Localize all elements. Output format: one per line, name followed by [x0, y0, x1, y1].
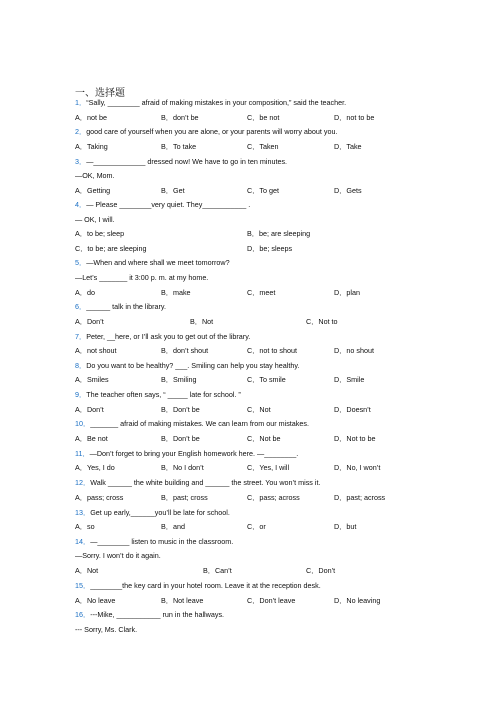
option-a[interactable]: A．not be [75, 113, 107, 122]
option-b[interactable]: B．Not leave [161, 596, 204, 605]
question-text: Do you want to be healthy? ___. Smiling can help you stay healthy. [86, 361, 300, 370]
question-13 [75, 508, 230, 517]
dialogue-line: —Sorry. I won’t do it again. [75, 551, 161, 560]
question-text: —_____________ dressed now! We have to go in ten minutes. [86, 157, 288, 166]
option-c[interactable]: C．pass; across [247, 493, 300, 502]
question-11 [75, 449, 298, 458]
options-row [75, 113, 415, 122]
option-a[interactable]: A．Not [75, 566, 99, 575]
question-text: The teacher often says, “ _____ late for school. ” [86, 390, 241, 399]
question-number: 15． [75, 581, 91, 590]
option-d[interactable]: D．No, I won’t [334, 463, 381, 472]
option-d[interactable]: D．Take [334, 142, 362, 151]
option-c[interactable]: C．meet [247, 288, 276, 297]
question-number: 8． [75, 361, 87, 370]
options-row [75, 463, 415, 472]
option-b[interactable]: B．Don’t be [161, 405, 200, 414]
option-d[interactable]: D．no shout [334, 346, 374, 355]
option-c[interactable]: C．not to shout [247, 346, 297, 355]
question-text: —When and where shall we meet tomorrow? [86, 258, 230, 267]
options-row [75, 346, 415, 355]
question-12 [75, 478, 320, 487]
question-1 [75, 98, 346, 107]
question-number: 3． [75, 157, 87, 166]
option-d[interactable]: D．Not to be [334, 434, 376, 443]
options-row [75, 434, 415, 443]
question-number: 14． [75, 537, 91, 546]
option-b[interactable]: B．don’t shout [161, 346, 209, 355]
option-b[interactable]: B．don’t be [161, 113, 199, 122]
option-a[interactable]: A．not shout [75, 346, 117, 355]
question-text: ________the key card in your hotel room. Leave it at the reception desk. [90, 581, 321, 590]
option-c[interactable]: C．To smile [247, 375, 286, 384]
option-c[interactable]: C．To get [247, 186, 279, 195]
option-a[interactable]: A．to be; sleep [75, 229, 125, 238]
question-text: ---Mike, ___________ run in the hallways. [90, 610, 225, 619]
option-d[interactable]: D．Doesn’t [334, 405, 371, 414]
option-c[interactable]: C．or [247, 522, 266, 531]
question-10 [75, 419, 309, 428]
question-2 [75, 127, 338, 136]
question-number: 2． [75, 127, 87, 136]
option-a[interactable]: A．do [75, 288, 95, 297]
question-3 [75, 157, 287, 166]
option-a[interactable]: A．pass; cross [75, 493, 124, 502]
option-b[interactable]: B．be; are sleeping [247, 229, 311, 238]
dialogue-line: --- Sorry, Ms. Clark. [75, 625, 138, 634]
dialogue-line: —OK, Mom. [75, 171, 115, 180]
question-number: 12． [75, 478, 91, 487]
option-c[interactable]: C．Yes, I will [247, 463, 290, 472]
option-a[interactable]: A．No leave [75, 596, 116, 605]
option-b[interactable]: B．No I don’t [161, 463, 204, 472]
question-number: 1． [75, 98, 87, 107]
option-a[interactable]: A．Smiles [75, 375, 109, 384]
option-c[interactable]: C．be not [247, 113, 280, 122]
option-c[interactable]: C．Don’t [306, 566, 336, 575]
option-a[interactable]: A．Yes, I do [75, 463, 115, 472]
option-c[interactable]: C．Don’t leave [247, 596, 296, 605]
question-number: 16． [75, 610, 91, 619]
question-text: “Sally, ________ afraid of making mistakes in your composition,” said the teacher. [86, 98, 347, 107]
option-a[interactable]: A．Don’t [75, 405, 104, 414]
question-14 [75, 537, 233, 546]
option-b[interactable]: B．and [161, 522, 185, 531]
options-row [75, 229, 415, 238]
options-row [75, 244, 415, 253]
question-text: good care of yourself when you are alone, or your parents will worry about you. [86, 127, 338, 136]
question-text: Get up early,______you’ll be late for school. [90, 508, 230, 517]
question-number: 10． [75, 419, 91, 428]
option-d[interactable]: D．plan [334, 288, 360, 297]
question-4 [75, 200, 250, 209]
option-b[interactable]: B．Don’t be [161, 434, 200, 443]
question-7 [75, 332, 250, 341]
options-row [75, 375, 415, 384]
question-text: Peter, __here, or I’ll ask you to get out of the library. [86, 332, 251, 341]
option-c[interactable]: C．Not to [306, 317, 338, 326]
option-a[interactable]: A．so [75, 522, 95, 531]
option-b[interactable]: B．make [161, 288, 191, 297]
option-b[interactable]: B．To take [161, 142, 197, 151]
option-a[interactable]: A．Getting [75, 186, 111, 195]
dialogue-line: —Let’s _______ it 3:00 p. m. at my home. [75, 273, 209, 282]
question-5 [75, 258, 230, 267]
question-text: _______ afraid of making mistakes. We can learn from our mistakes. [90, 419, 309, 428]
options-row [75, 522, 415, 531]
option-c[interactable]: C．to be; are sleeping [75, 244, 147, 253]
options-row [75, 405, 415, 414]
question-8 [75, 361, 299, 370]
question-number: 9． [75, 390, 87, 399]
question-number: 13． [75, 508, 91, 517]
option-d[interactable]: D．past; across [334, 493, 386, 502]
option-b[interactable]: B．Smiling [161, 375, 197, 384]
question-number: 7． [75, 332, 87, 341]
question-text: —________ listen to music in the classroom. [90, 537, 234, 546]
option-d[interactable]: D．No leaving [334, 596, 381, 605]
question-text: —Don’t forget to bring your English homework here. —________. [89, 449, 299, 458]
question-number: 4． [75, 200, 87, 209]
option-c[interactable]: C．Not [247, 405, 271, 414]
dialogue-line: — OK, I will. [75, 215, 115, 224]
question-number: 11． [75, 449, 90, 458]
options-row [75, 186, 415, 195]
option-c[interactable]: C．Not be [247, 434, 281, 443]
options-row [75, 142, 415, 151]
option-d[interactable]: D．Gets [334, 186, 362, 195]
question-number: 5． [75, 258, 87, 267]
options-row [75, 288, 415, 297]
option-a[interactable]: A．Be not [75, 434, 108, 443]
question-16 [75, 610, 224, 619]
option-a[interactable]: A．Don’t [75, 317, 104, 326]
question-text: ______ talk in the library. [86, 302, 166, 311]
question-6 [75, 302, 166, 311]
option-d[interactable]: D．not to be [334, 113, 375, 122]
option-d[interactable]: D．Smile [334, 375, 365, 384]
option-d[interactable]: D．be; sleeps [247, 244, 293, 253]
options-row [75, 596, 415, 605]
options-row [75, 493, 415, 502]
question-number: 6． [75, 302, 87, 311]
option-b[interactable]: B．Not [190, 317, 214, 326]
options-row [75, 317, 415, 326]
option-d[interactable]: D．but [334, 522, 357, 531]
option-b[interactable]: B．Can’t [203, 566, 232, 575]
option-b[interactable]: B．Get [161, 186, 185, 195]
options-row [75, 566, 415, 575]
question-text: Walk ______ the white building and ______ the street. You won’t miss it. [90, 478, 321, 487]
option-a[interactable]: A．Taking [75, 142, 108, 151]
option-c[interactable]: C．Taken [247, 142, 279, 151]
question-text: — Please ________very quiet. They___________ . [86, 200, 251, 209]
option-b[interactable]: B．past; cross [161, 493, 208, 502]
question-15 [75, 581, 321, 590]
section-title: 一、选择题 [75, 88, 125, 99]
question-9 [75, 390, 241, 399]
